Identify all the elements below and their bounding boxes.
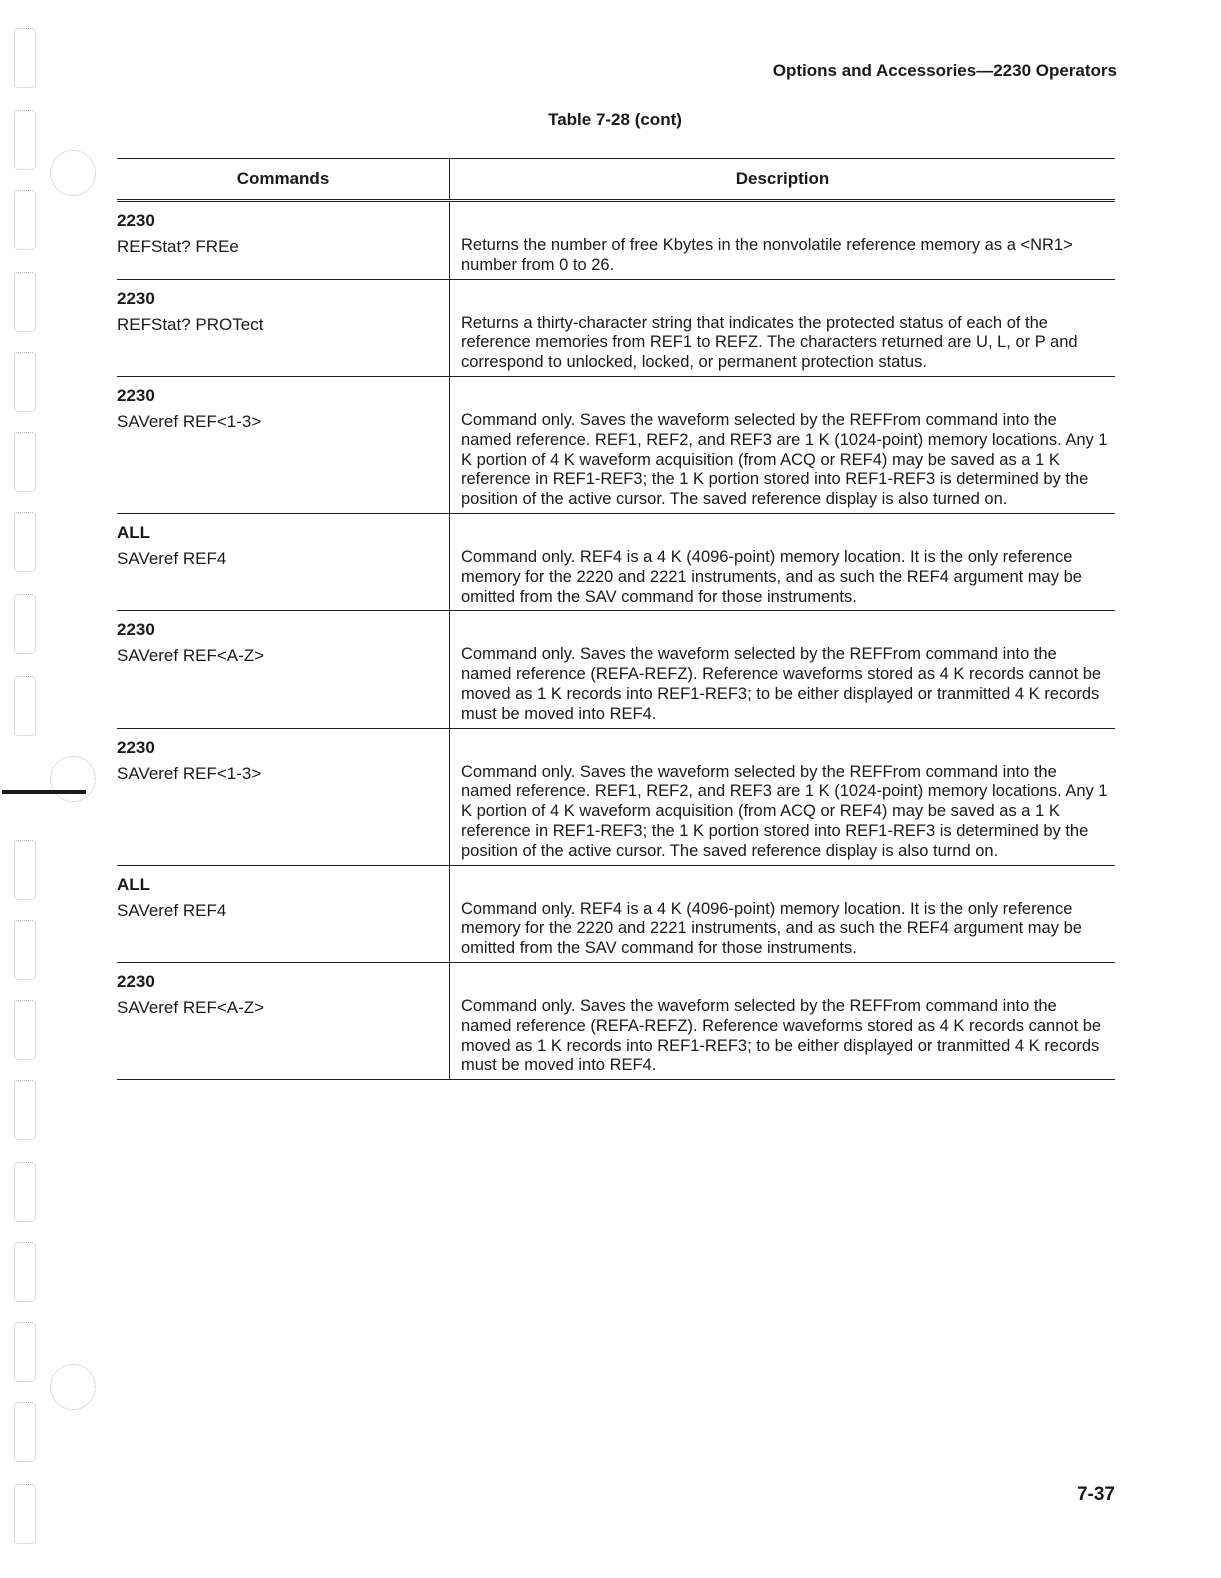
commands-column-header: Commands: [236, 169, 330, 188]
binder-slot: [14, 1242, 36, 1302]
binder-slot: [14, 352, 36, 412]
binder-tab-mark: [2, 790, 86, 794]
table-row: [117, 963, 1115, 1080]
command-syntax: SAVeref REF<A-Z>: [117, 997, 265, 1017]
command-syntax: REFStat? PROTect: [117, 314, 264, 334]
table-row: [117, 280, 1115, 377]
running-head: Options and Accessories—2230 Operators: [772, 61, 1117, 80]
binder-slot: [14, 272, 36, 332]
description-column-header: Description: [449, 159, 1115, 199]
table-row: [117, 611, 1115, 728]
binder-slot: [14, 1000, 36, 1060]
command-cell: [117, 866, 449, 962]
binder-slot: [14, 28, 36, 88]
table-header-row: [117, 158, 1115, 202]
binder-slot: [14, 594, 36, 654]
table-row: [117, 202, 1115, 280]
binder-slot: [14, 1484, 36, 1544]
binder-slot: [14, 1162, 36, 1222]
instrument-label: 2230: [117, 211, 155, 230]
instrument-label: 2230: [117, 385, 155, 405]
table-body: [117, 202, 1115, 1080]
commands-table: [117, 158, 1115, 1080]
table-row: [117, 866, 1115, 963]
command-cell: [117, 963, 449, 1079]
command-syntax: SAVeref REF4: [117, 548, 227, 568]
punch-hole: [50, 1364, 96, 1410]
punch-hole: [50, 756, 96, 802]
description-cell: Command only. REF4 is a 4 K (4096-point) memory location. It is the only reference memory for the 2220 and 2221 instruments, and as such the REF4 argument may be omitted from the SAV command for those instruments.: [449, 866, 1115, 962]
instrument-label: ALL: [117, 874, 151, 894]
binder-slot: [14, 676, 36, 736]
table-row: [117, 729, 1115, 866]
command-cell: [117, 514, 449, 610]
command-cell: [117, 202, 449, 279]
binder-slot: [14, 1080, 36, 1140]
command-syntax: REFStat? FREe: [117, 237, 239, 256]
table-row: [117, 514, 1115, 611]
command-syntax: SAVeref REF<1-3>: [117, 763, 262, 783]
description-cell: Command only. REF4 is a 4 K (4096-point) memory location. It is the only reference memory for the 2220 and 2221 instruments, and as such the REF4 argument may be omitted from the SAV command for those instruments.: [449, 514, 1115, 610]
command-cell: [117, 377, 449, 513]
command-syntax: SAVeref REF<A-Z>: [117, 646, 265, 666]
table-row: [117, 377, 1115, 514]
punch-hole: [50, 150, 96, 196]
instrument-label: 2230: [117, 737, 155, 757]
binder-slot: [14, 190, 36, 250]
instrument-label: ALL: [117, 522, 151, 542]
description-cell: Command only. Saves the waveform selected by the REFFrom command into the named reference. REF1, REF2, and REF3 are 1 K (1024-point) memory locations. Any 1 K portion of 4 K waveform acquisition (from ACQ or REF4) may be saved as a 1 K reference in REF1-REF3; the 1 K portion stored into REF1-REF3 is determined by the position of the active cursor. The saved reference display is also turnd on.: [449, 729, 1115, 865]
command-cell: [117, 611, 449, 727]
binder-slot: [14, 432, 36, 492]
table-caption: Table 7-28 (cont): [548, 110, 682, 129]
binder-slot: [14, 1322, 36, 1382]
command-cell: [117, 729, 449, 865]
binder-slot: [14, 840, 36, 900]
binder-margin: [0, 0, 40, 1578]
command-syntax: SAVeref REF4: [117, 900, 227, 920]
description-cell: Command only. Saves the waveform selected by the REFFrom command into the named reference (REFA-REFZ). Reference waveforms stored as 4 K records cannot be moved as 1 K records into REF1-REF3; to be either displayed or tranmitted 4 K records must be moved into REF4.: [449, 963, 1115, 1079]
instrument-label: 2230: [117, 971, 155, 991]
description-cell: Returns the number of free Kbytes in the nonvolatile reference memory as a <NR1> number from 0 to 26.: [449, 202, 1115, 279]
command-cell: [117, 280, 449, 376]
description-cell: Command only. Saves the waveform selected by the REFFrom command into the named reference (REFA-REFZ). Reference waveforms stored as 4 K records cannot be moved as 1 K records into REF1-REF3; to be either displayed or tranmitted 4 K records must be moved into REF4.: [449, 611, 1115, 727]
binder-slot: [14, 512, 36, 572]
description-cell: Returns a thirty-character string that indicates the protected status of each of the reference memories from REF1 to REFZ. The characters returned are U, L, or P and correspond to unlocked, locked, or permanent protection status.: [449, 280, 1115, 376]
binder-slot: [14, 920, 36, 980]
binder-slot: [14, 1402, 36, 1462]
instrument-label: 2230: [117, 620, 155, 640]
instrument-label: 2230: [117, 288, 155, 308]
description-cell: Command only. Saves the waveform selected by the REFFrom command into the named reference. REF1, REF2, and REF3 are 1 K (1024-point) memory locations. Any 1 K portion of 4 K waveform acquisition (from ACQ or REF4) may be saved as a 1 K reference in REF1-REF3; the 1 K portion stored into REF1-REF3 is determined by the position of the active cursor. The saved reference display is also turned on.: [449, 377, 1115, 513]
command-syntax: SAVeref REF<1-3>: [117, 411, 262, 431]
page-number: 7-37: [1076, 1484, 1115, 1505]
